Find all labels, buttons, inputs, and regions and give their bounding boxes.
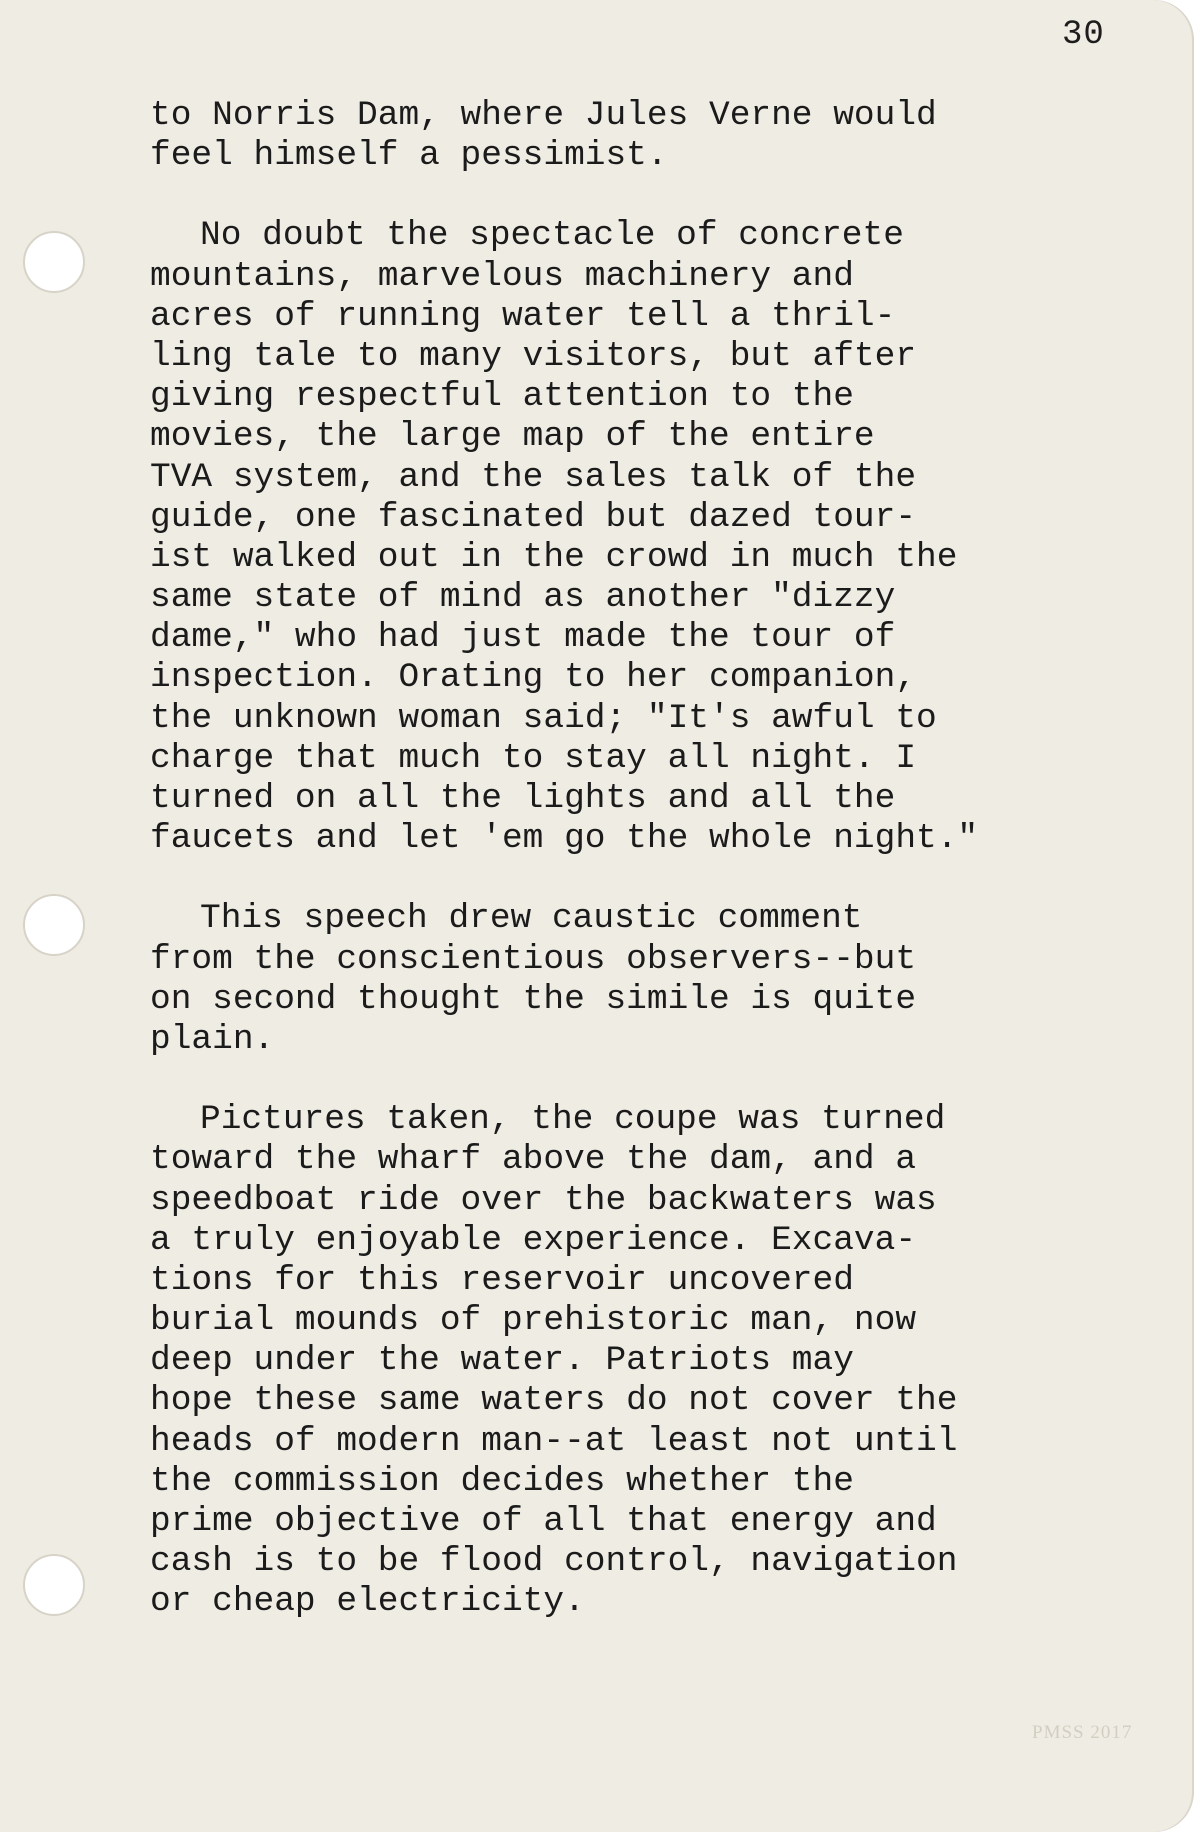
text-line: inspection. Orating to her companion, [150,658,917,698]
text-line: charge that much to stay all night. I [150,738,917,778]
paragraph-3 [150,899,1150,1060]
text-line: the unknown woman said; "It's awful to [150,698,937,738]
paragraph-4 [150,1100,1150,1622]
text-line: hope these same waters do not cover the [150,1381,958,1421]
text-line: from the conscientious observers--but [150,939,917,979]
binder-hole-middle [23,894,85,956]
text-line: guide, one fascinated but dazed tour- [150,497,917,537]
text-line: acres of running water tell a thril- [150,296,896,336]
text-line: plain. [150,1019,275,1059]
text-line: tions for this reservoir uncovered [150,1260,854,1300]
text-line: the commission decides whether the [150,1461,854,1501]
archive-watermark: PMSS 2017 [1032,1722,1133,1743]
text-line: turned on all the lights and all the [150,779,896,818]
text-line: heads of modern man--at least not until [150,1421,958,1461]
text-line: ist walked out in the crowd in much the [150,537,958,577]
text-line: on second thought the simile is quite [150,979,917,1019]
text-line: burial mounds of prehistoric man, now [150,1301,917,1341]
text-line: deep under the water. Patriots may [150,1341,854,1381]
text-line: toward the wharf above the dam, and a [150,1140,917,1180]
paragraph-1 [150,96,1150,176]
text-line: ling tale to many visitors, but after [150,336,917,376]
text-line: cash is to be flood control, navigation [150,1542,958,1582]
typewritten-text [150,96,1150,1663]
text-line: to Norris Dam, where Jules Verne would [150,96,937,135]
text-line: Pictures taken, the coupe was turned [200,1100,946,1140]
text-line: a truly enjoyable experience. Excava- [150,1220,917,1260]
text-line: or cheap electricity. [150,1582,585,1622]
text-line: speedboat ride over the backwaters was [150,1180,937,1220]
text-line: This speech drew caustic comment [200,899,863,939]
text-line: same state of mind as another "dizzy [150,578,896,618]
text-line: faucets and let 'em go the whole night." [150,819,979,859]
binder-hole-bottom [23,1554,85,1616]
text-line: No doubt the spectacle of concrete [200,216,904,256]
page-number: 30 [1062,16,1105,54]
text-line: mountains, marvelous machinery and [150,256,854,296]
text-line: movies, the large map of the entire [150,417,875,457]
binder-hole-top [23,231,85,293]
text-line: dame," who had just made the tour of [150,618,896,658]
text-line: prime objective of all that energy and [150,1502,937,1541]
text-line: feel himself a pessimist. [150,136,668,176]
paragraph-2 [150,216,1150,859]
text-line: giving respectful attention to the [150,377,854,417]
text-line: TVA system, and the sales talk of the [150,457,917,497]
